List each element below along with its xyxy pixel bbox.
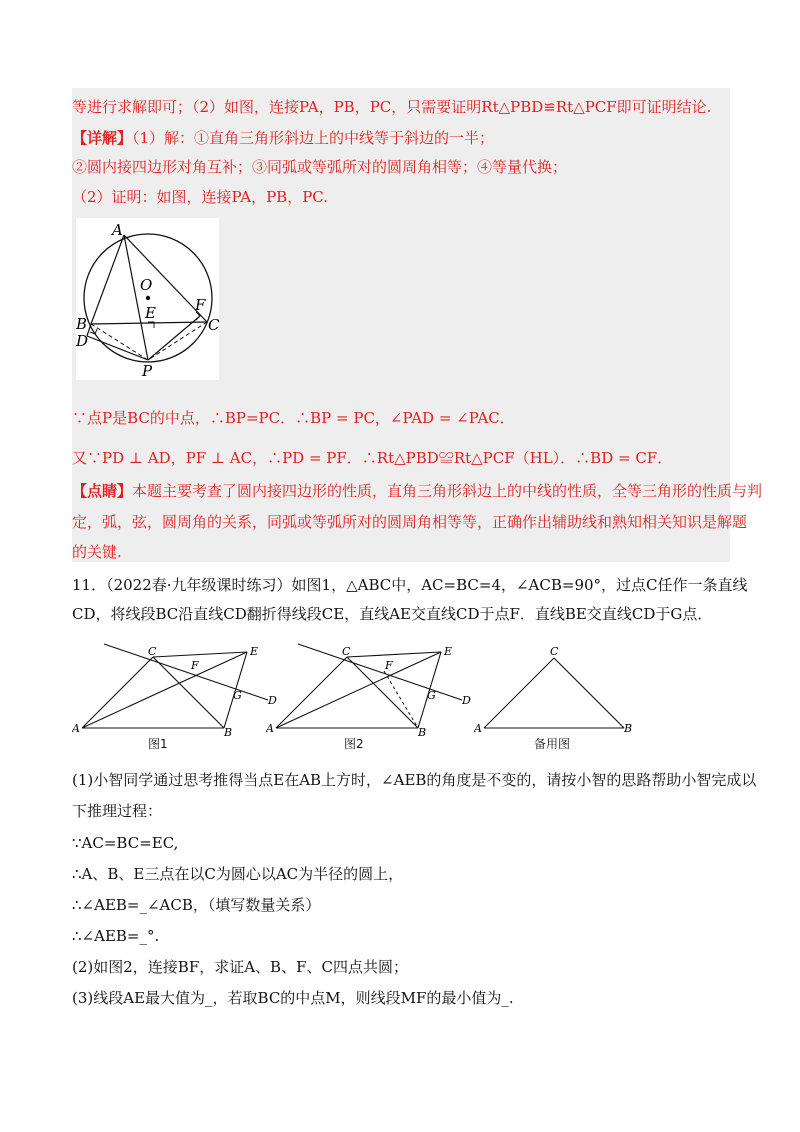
fig1-label-G: G	[233, 689, 242, 702]
fig1-caption: 图1	[148, 737, 168, 751]
fig2-label-C: C	[342, 645, 351, 658]
question-2: (2)如图2，连接BF，求证A、B、F、C四点共圆；	[72, 958, 408, 976]
detail-text: （1）解：①直角三角形斜边上的中线等于斜边的一半；	[132, 129, 495, 147]
fig3-label-C: C	[550, 645, 559, 658]
fig2-label-F: F	[385, 659, 393, 672]
problem-line-1: 11．（2022春·九年级课时练习）如图1，△ABC中，AC=BC=4，∠ACB=90°，过点C任作一条直线	[72, 576, 748, 594]
fig3-label-A: A	[474, 722, 482, 735]
fig1-label-F: F	[191, 659, 199, 672]
fig1-label-B: B	[224, 726, 233, 739]
label-B: B	[76, 315, 88, 333]
label-O: O	[140, 276, 153, 294]
question-1-line-d: ∴A、B、E三点在以C为圆心以AC为半径的圆上，	[72, 865, 404, 883]
label-P: P	[142, 362, 153, 380]
comment-text: 本题主要考查了圆内接四边形的性质，直角三角形斜边上的中线的性质，全等三角形的性质与判	[132, 482, 763, 500]
question-3: (3)线段AE最大值为_，若取BC的中点M，则线段MF的最小值为_.	[72, 989, 514, 1007]
solution-line-8: 定，弧，弦，圆周角的关系，同弧或等弧所对的圆周角相等等，正确作出辅助线和熟知相关知识是解题	[72, 513, 748, 531]
circle-figure	[76, 218, 219, 380]
label-F: F	[195, 296, 206, 314]
figure-spare	[474, 640, 634, 756]
question-1-line-e: ∴∠AEB=_∠ACB，（填写数量关系）	[72, 896, 321, 914]
fig2-caption: 图2	[344, 737, 364, 751]
fig1-label-E: E	[250, 645, 259, 658]
fig2-label-D: D	[462, 694, 471, 707]
fig2-label-E: E	[444, 645, 453, 658]
solution-line-4: （2）证明：如图，连接PA，PB，PC.	[72, 188, 329, 206]
solution-line-9: 的关键.	[72, 543, 122, 561]
solution-line-2	[72, 128, 494, 148]
question-1-line-a: (1)小智同学通过思考推得当点E在AB上方时，∠AEB的角度是不变的，请按小智的思路帮助小智完成以	[72, 771, 757, 789]
fig2-label-A: A	[266, 722, 274, 735]
question-1-line-f: ∴∠AEB=_°.	[72, 927, 160, 945]
fig1-label-C: C	[148, 645, 157, 658]
comment-tag: 【点睛】	[72, 482, 133, 500]
solution-line-7	[72, 481, 762, 501]
solution-line-6: 又∵PD ⊥ AD，PF ⊥ AC，∴PD = PF．∴Rt△PBD≌Rt△PCF（HL）．∴BD = CF．	[72, 449, 673, 467]
label-C: C	[208, 316, 219, 334]
fig2-label-B: B	[418, 726, 427, 739]
label-E: E	[145, 304, 156, 322]
figure-1	[72, 640, 282, 756]
label-D: D	[76, 332, 89, 350]
question-1-line-c: ∵AC=BC=EC,	[72, 834, 179, 852]
solution-line-1: 等进行求解即可；（2）如图，连接PA，PB，PC，只需要证明Rt△PBD≌Rt△PCF即可证明结论.	[72, 98, 712, 116]
label-A: A	[112, 221, 123, 239]
fig2-label-G: G	[427, 689, 436, 702]
fig3-label-B: B	[624, 722, 633, 735]
figure-2	[266, 640, 476, 756]
detail-tag: 【详解】	[72, 129, 133, 147]
problem-line-2: CD，将线段BC沿直线CD翻折得线段CE，直线AE交直线CD于点F．直线BE交直线CD于G点．	[72, 605, 713, 623]
solution-line-3: ②圆内接四边形对角互补；③同弧或等弧所对的圆周角相等；④等量代换；	[72, 158, 568, 176]
fig1-label-D: D	[268, 694, 277, 707]
fig3-caption: 备用图	[534, 737, 571, 751]
solution-line-5: ∵点P是BC的中点，∴BP=PC．∴BP = PC，∠PAD = ∠PAC．	[72, 409, 515, 427]
fig1-label-A: A	[72, 722, 80, 735]
question-1-line-b: 下推理过程：	[72, 802, 163, 820]
